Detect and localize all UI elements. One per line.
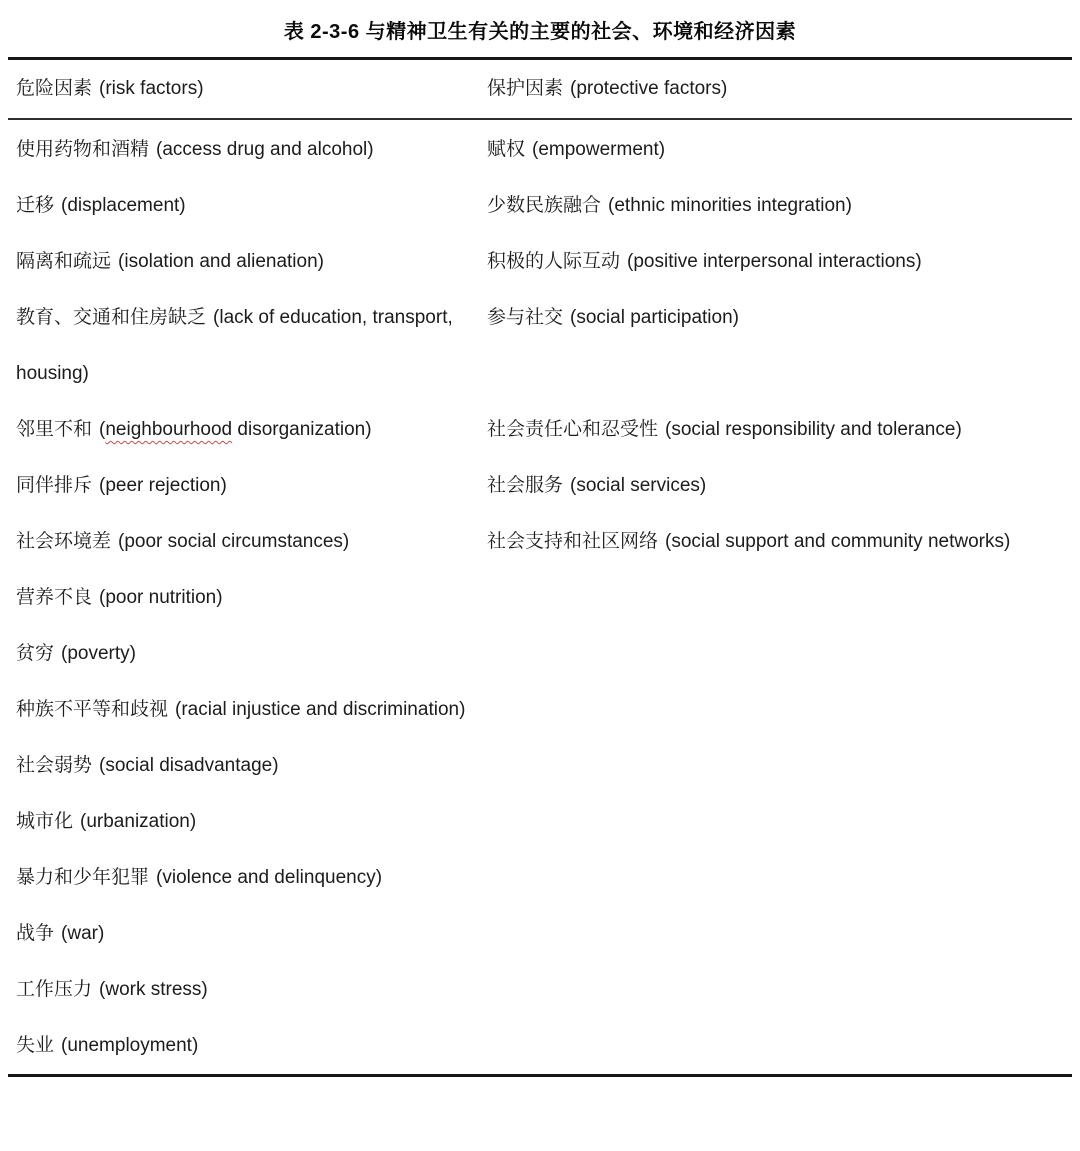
table-row	[0, 402, 1080, 458]
protective-cell	[487, 178, 1064, 234]
table-row	[0, 794, 1080, 850]
table-bottom-rule	[8, 1074, 1072, 1077]
risk-cell	[16, 514, 480, 570]
header-risk-en: (risk factors)	[99, 78, 204, 99]
protective-cell	[487, 738, 1064, 794]
risk-cell	[16, 738, 480, 794]
table-row	[0, 626, 1080, 682]
term-en-post: disorganization)	[232, 419, 372, 440]
risk-cell	[16, 850, 480, 906]
table-row	[0, 178, 1080, 234]
term-zh: 同伴排斥	[16, 475, 93, 496]
protective-cell	[487, 234, 1064, 290]
header-cell-protective-factors	[487, 61, 1064, 117]
term-en: (displacement)	[61, 195, 186, 216]
term-en: (empowerment)	[532, 139, 666, 160]
term-en: (positive interpersonal interactions)	[627, 251, 922, 272]
term-zh: 社会弱势	[16, 755, 93, 776]
risk-cell	[16, 906, 480, 962]
header-protective-zh: 保护因素	[487, 78, 564, 99]
term-zh: 工作压力	[16, 979, 93, 1000]
risk-cell	[16, 234, 480, 290]
protective-cell	[487, 1018, 1064, 1074]
term-en: (social services)	[570, 475, 707, 496]
term-en: (lack of education, transport, housing)	[16, 307, 453, 384]
table-row	[0, 682, 1080, 738]
table-row	[0, 906, 1080, 962]
term-en: (social participation)	[570, 307, 739, 328]
term-en: (war)	[61, 923, 105, 944]
term-zh: 种族不平等和歧视	[16, 699, 169, 720]
term-en: (unemployment)	[61, 1035, 199, 1056]
term-en: (peer rejection)	[99, 475, 227, 496]
term-zh: 使用药物和酒精	[16, 139, 150, 160]
protective-cell	[487, 906, 1064, 962]
term-en: (social support and community networks)	[665, 531, 1011, 552]
risk-cell	[16, 458, 480, 514]
term-zh: 迁移	[16, 195, 55, 216]
term-en: (social responsibility and tolerance)	[665, 419, 962, 440]
table-row	[0, 1018, 1080, 1074]
term-en: (poor nutrition)	[99, 587, 223, 608]
term-zh: 积极的人际互动	[487, 251, 621, 272]
table-header-row	[0, 60, 1080, 118]
table-row	[0, 570, 1080, 626]
term-en: (access drug and alcohol)	[156, 139, 374, 160]
term-en: (work stress)	[99, 979, 208, 1000]
term-en: (poverty)	[61, 643, 136, 664]
protective-cell	[487, 962, 1064, 1018]
header-cell-risk-factors	[16, 61, 480, 117]
table-row	[0, 290, 1080, 402]
table-body	[0, 120, 1080, 1074]
term-zh: 社会支持和社区网络	[487, 531, 659, 552]
table-row	[0, 514, 1080, 570]
table-row	[0, 122, 1080, 178]
protective-cell	[487, 850, 1064, 906]
risk-cell	[16, 290, 480, 402]
term-zh: 参与社交	[487, 307, 564, 328]
risk-cell	[16, 1018, 480, 1074]
term-en: (social disadvantage)	[99, 755, 279, 776]
protective-cell	[487, 122, 1064, 178]
term-zh: 邻里不和	[16, 419, 93, 440]
risk-cell	[16, 402, 480, 458]
table-row	[0, 458, 1080, 514]
term-zh: 隔离和疏远	[16, 251, 112, 272]
protective-cell	[487, 514, 1064, 570]
term-zh: 战争	[16, 923, 55, 944]
misspelled-word: neighbourhood	[105, 419, 233, 440]
term-en: (ethnic minorities integration)	[608, 195, 852, 216]
term-zh: 暴力和少年犯罪	[16, 867, 150, 888]
table-row	[0, 962, 1080, 1018]
header-risk-zh: 危险因素	[16, 78, 93, 99]
risk-cell	[16, 122, 480, 178]
protective-cell	[487, 290, 1064, 402]
term-en: (violence and delinquency)	[156, 867, 383, 888]
protective-cell	[487, 626, 1064, 682]
term-zh: 社会责任心和忍受性	[487, 419, 659, 440]
risk-cell	[16, 570, 480, 626]
term-zh: 营养不良	[16, 587, 93, 608]
term-en: (racial injustice and discrimination)	[175, 699, 466, 720]
term-zh: 赋权	[487, 139, 526, 160]
risk-cell	[16, 962, 480, 1018]
term-zh: 社会服务	[487, 475, 564, 496]
protective-cell	[487, 570, 1064, 626]
term-en: (poor social circumstances)	[118, 531, 350, 552]
term-en: (urbanization)	[80, 811, 197, 832]
risk-cell	[16, 626, 480, 682]
term-zh: 教育、交通和住房缺乏	[16, 307, 207, 328]
term-en-pre: (	[99, 419, 106, 440]
risk-cell	[16, 794, 480, 850]
risk-cell	[16, 682, 480, 738]
protective-cell	[487, 682, 1064, 738]
table-row	[0, 850, 1080, 906]
table-title: 表 2-3-6 与精神卫生有关的主要的社会、环境和经济因素	[283, 21, 797, 43]
protective-cell	[487, 402, 1064, 458]
header-protective-en: (protective factors)	[570, 78, 728, 99]
table-row	[0, 234, 1080, 290]
term-zh: 社会环境差	[16, 531, 112, 552]
protective-cell	[487, 794, 1064, 850]
term-zh: 贫穷	[16, 643, 55, 664]
risk-cell	[16, 178, 480, 234]
term-zh: 失业	[16, 1035, 55, 1056]
term-zh: 少数民族融合	[487, 195, 602, 216]
table-row	[0, 738, 1080, 794]
protective-cell	[487, 458, 1064, 514]
term-en: (isolation and alienation)	[118, 251, 324, 272]
term-en	[99, 419, 372, 440]
term-zh: 城市化	[16, 811, 74, 832]
